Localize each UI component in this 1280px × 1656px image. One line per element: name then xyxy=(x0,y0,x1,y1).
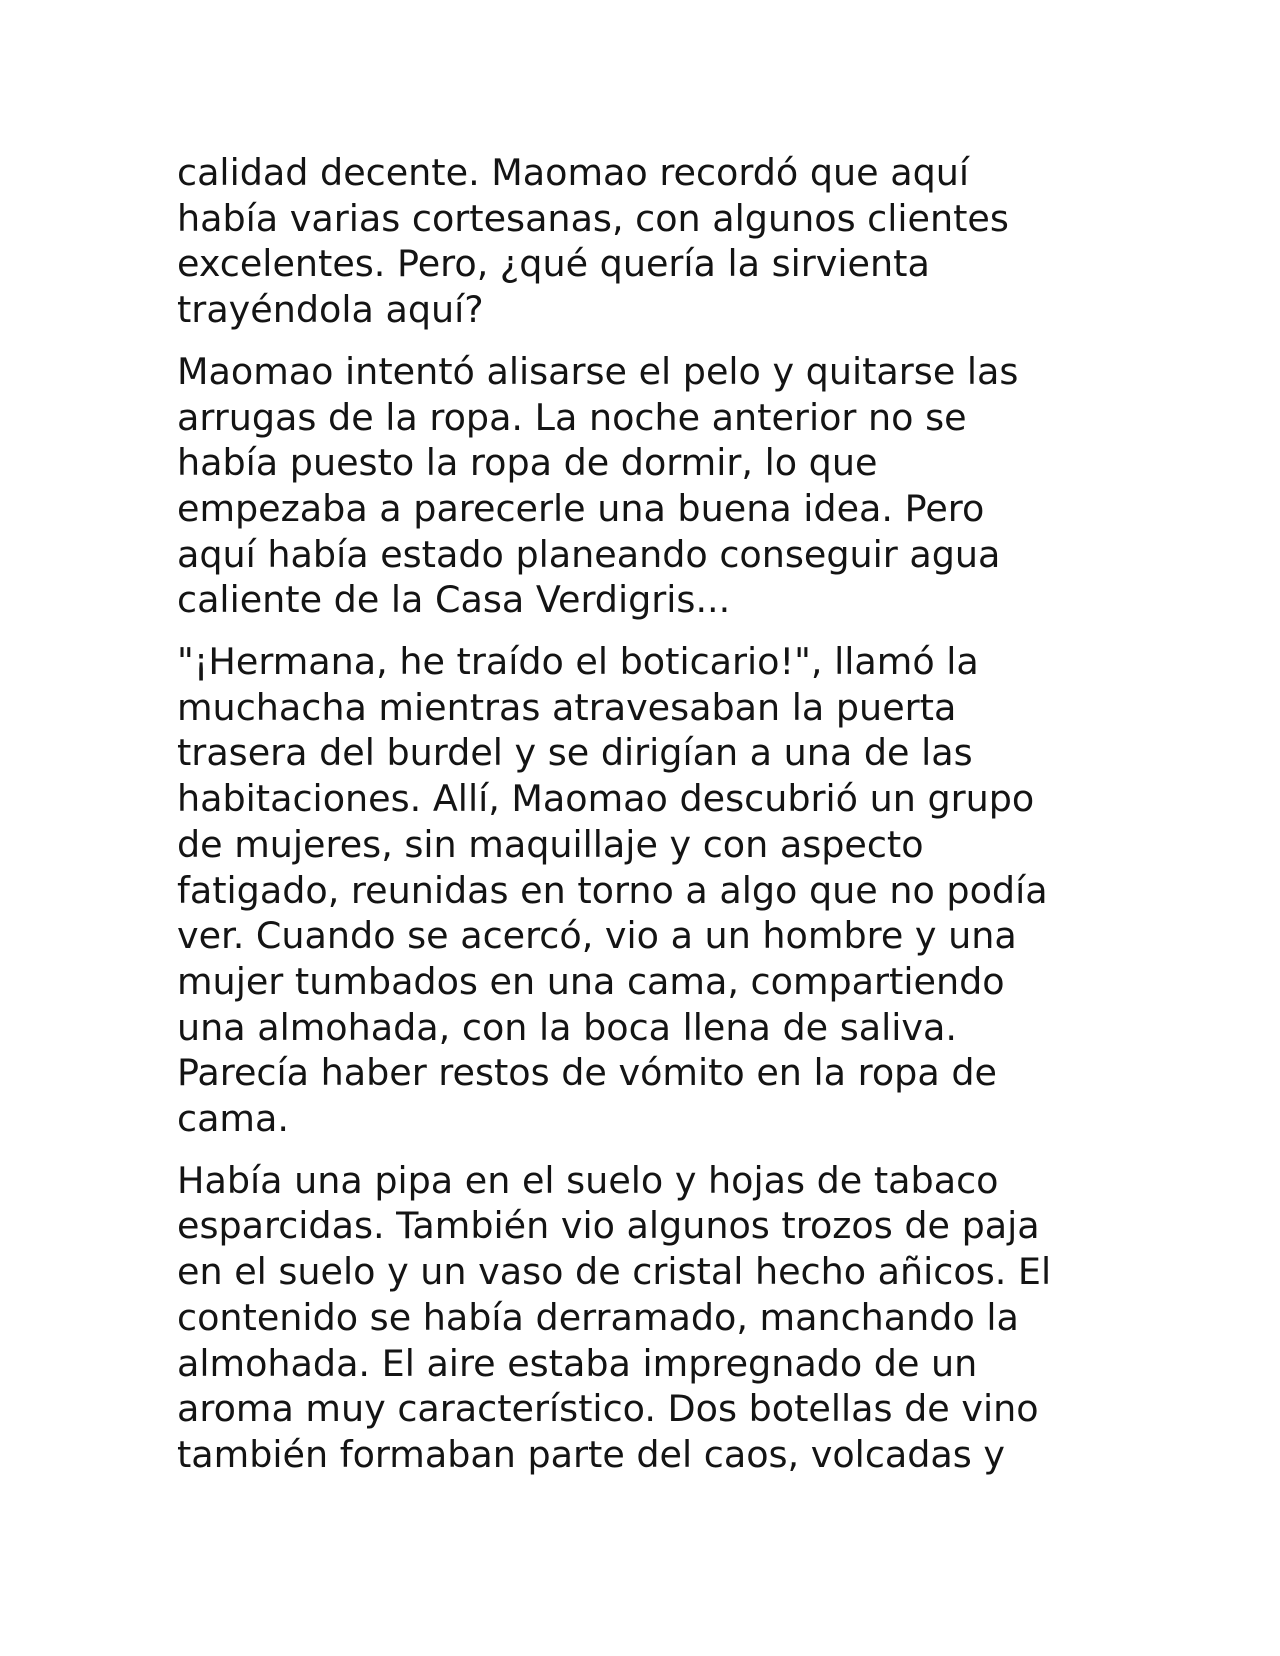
text-line: mujer tumbados en una cama, compartiendo xyxy=(177,959,1005,1003)
text-line: cama. xyxy=(177,1097,289,1141)
text-line: trasera del burdel y se dirigían a una de las xyxy=(177,731,973,775)
text-line: Maomao intentó alisarse el pelo y quitarse las xyxy=(177,349,1019,393)
paragraph-3 xyxy=(177,639,1097,1142)
text-line: trayéndola aquí? xyxy=(177,288,484,332)
text-line: una almohada, con la boca llena de saliva. xyxy=(177,1005,957,1049)
text-line: excelentes. Pero, ¿qué quería la sirvienta xyxy=(177,242,930,286)
text-line: "¡Hermana, he traído el boticario!", llamó la xyxy=(177,640,979,684)
text-line: calidad decente. Maomao recordó que aquí xyxy=(177,151,970,194)
text-line: de mujeres, sin maquillaje y con aspecto xyxy=(177,822,924,866)
text-line: había varias cortesanas, con algunos clientes xyxy=(177,196,1009,240)
text-line: caliente de la Casa Verdigris... xyxy=(177,578,731,622)
text-line: fatigado, reunidas en torno a algo que no podía xyxy=(177,868,1048,912)
text-line: había puesto la ropa de dormir, lo que xyxy=(177,441,878,485)
paragraph-4 xyxy=(177,1158,1097,1478)
text-line: ver. Cuando se acercó, vio a un hombre y una xyxy=(177,914,1017,958)
document-page xyxy=(177,150,1097,1494)
paragraph-1 xyxy=(177,150,1097,333)
text-line: Parecía haber restos de vómito en la ropa de xyxy=(177,1051,997,1095)
text-line: aquí había estado planeando conseguir agua xyxy=(177,532,1001,576)
text-line: también formaban parte del caos, volcadas y xyxy=(177,1432,1006,1476)
text-line: almohada. El aire estaba impregnado de un xyxy=(177,1341,978,1385)
text-line: en el suelo y un vaso de cristal hecho añicos. El xyxy=(177,1250,1052,1294)
text-line: habitaciones. Allí, Maomao descubrió un grupo xyxy=(177,777,1035,821)
text-line: Había una pipa en el suelo y hojas de tabaco xyxy=(177,1158,999,1202)
text-line: contenido se había derramado, manchando la xyxy=(177,1295,1019,1339)
text-line: arrugas de la ropa. La noche anterior no se xyxy=(177,395,967,439)
text-line: aroma muy característico. Dos botellas de vino xyxy=(177,1387,1039,1431)
paragraph-2 xyxy=(177,349,1097,623)
text-line: muchacha mientras atravesaban la puerta xyxy=(177,685,957,729)
text-line: esparcidas. También vio algunos trozos de paja xyxy=(177,1204,1040,1248)
text-line: empezaba a parecerle una buena idea. Pero xyxy=(177,486,985,530)
